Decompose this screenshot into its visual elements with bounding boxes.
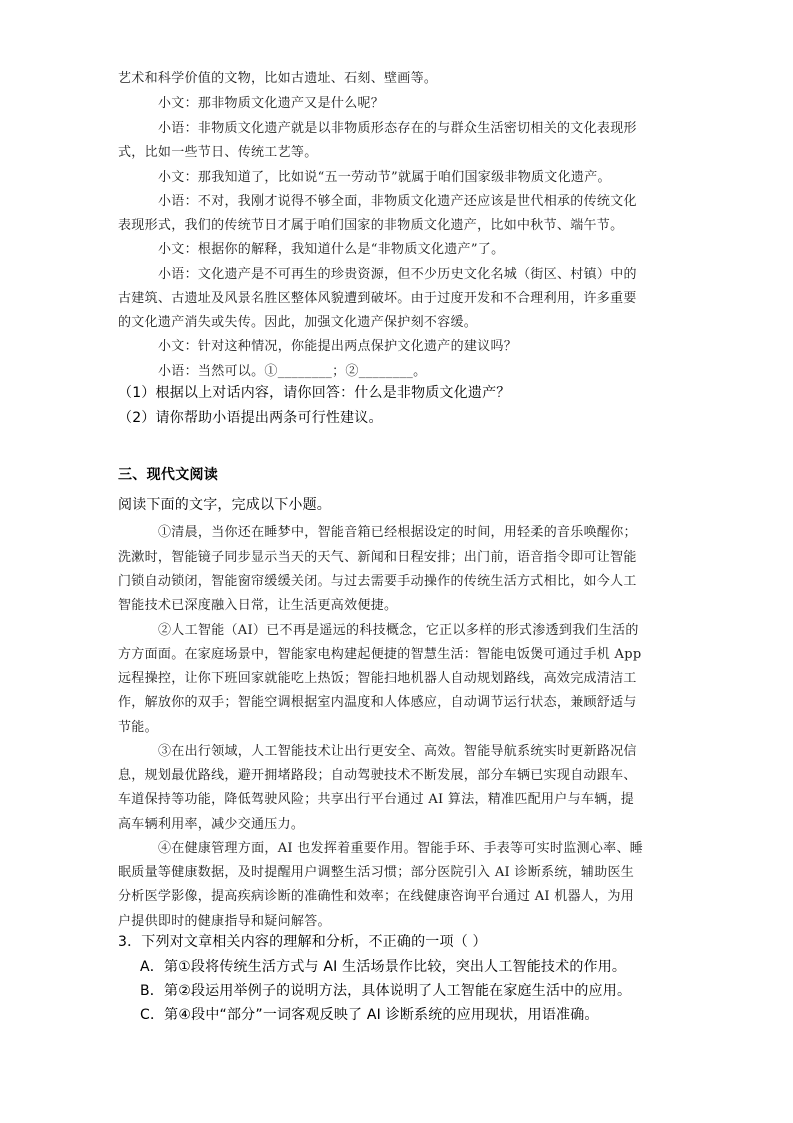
option-b: B．第②段运用举例子的说明方法，具体说明了人工智能在家庭生活中的应用。 <box>140 983 632 999</box>
question-2: （2）请你帮助小语提出两条可行性建议。 <box>118 410 383 426</box>
instruction: 阅读下面的文字，完成以下小题。 <box>118 497 331 513</box>
dialogue-line: 式，比如一些节日、传统工艺等。 <box>118 145 318 160</box>
dialogue-line: 小语：文化遗产是不可再生的珍贵资源，但不少历史文化名城（街区、村镇）中的 <box>158 267 637 282</box>
passage-line: 节能。 <box>118 720 158 735</box>
passage-line: 户提供即时的健康指导和疑问解答。 <box>118 914 331 929</box>
passage-line: 智能技术已深度融入日常，让生活更高效便捷。 <box>118 598 398 613</box>
question-1: （1）根据以上对话内容，请你回答：什么是非物质文化遗产？ <box>118 385 511 401</box>
dialogue-line: 小文：针对这种情况，你能提出两点保护文化遗产的建议吗？ <box>158 339 518 354</box>
dialogue-line: 小文：那我知道了，比如说“五一劳动节”就属于咱们国家级非物质文化遗产。 <box>158 170 611 185</box>
dialogue-line: 表现形式，我们的传统节日才属于咱们国家的非物质文化遗产，比如中秋节、端午节。 <box>118 218 624 233</box>
passage-line: 作，解放你的双手；智能空调根据室内温度和人体感应，自动调节运行状态，兼顾舒适与 <box>118 695 637 710</box>
passage-line: 息，规划最优路线，避开拥堵路段；自动驾驶技术不断发展，部分车辆已实现自动跟车、 <box>118 768 637 783</box>
dialogue-line: 小语：当然可以。①________；②________。 <box>158 364 427 379</box>
dialogue-line: 小语：非物质文化遗产就是以非物质形态存在的与群众生活密切相关的文化表现形 <box>158 121 637 136</box>
section-title: 三、现代文阅读 <box>118 467 219 483</box>
passage-line: ②人工智能（AI）已不再是遥远的科技概念，它正以多样的形式渗透到我们生活的 <box>158 623 639 638</box>
passage-line: 车道保持等功能，降低驾驶风险；共享出行平台通过 AI 算法，精准匹配用户与车辆，提 <box>118 792 635 807</box>
dialogue-line: 小语：不对，我刚才说得不够全面，非物质文化遗产还应该是世代相承的传统文化 <box>158 194 637 209</box>
passage-line: ③在出行领域，人工智能技术让出行更安全、高效。智能导航系统实时更新路况信 <box>158 744 637 759</box>
passage-line: 方方面面。在家庭场景中，智能家电构建起便捷的智慧生活：智能电饭煲可通过手机 App <box>118 647 642 662</box>
passage-line: 洗漱时，智能镜子同步显示当天的天气、新闻和日程安排；出门前，语音指令即可让智能 <box>118 550 637 565</box>
question-3-stem: 3．下列对文章相关内容的理解和分析，不正确的一项（ ） <box>118 934 487 950</box>
passage-line: 分析医学影像，提高疾病诊断的准确性和效率；在线健康咨询平台通过 AI 机器人，为用 <box>118 889 635 904</box>
dialogue-line: 小文：那非物质文化遗产又是什么呢？ <box>158 96 385 111</box>
option-a: A．第①段将传统生活方式与 AI 生活场景作比较，突出人工智能技术的作用。 <box>140 959 627 975</box>
passage-line: 门锁自动锁闭，智能窗帘缓缓关闭。与过去需要手动操作的传统生活方式相比，如今人工 <box>118 574 637 589</box>
dialogue-line: 艺术和科学价值的文物，比如古遗址、石刻、壁画等。 <box>118 71 438 86</box>
passage-line: 眠质量等健康数据，及时提醒用户调整生活习惯；部分医院引入 AI 诊断系统，辅助医生 <box>118 865 635 880</box>
dialogue-line: 古建筑、古遗址及风景名胜区整体风貌遭到破坏。由于过度开发和不合理利用，许多重要 <box>118 291 637 306</box>
dialogue-line: 的文化遗产消失或失传。因此，加强文化遗产保护刻不容缓。 <box>118 315 478 330</box>
passage-line: ④在健康管理方面，AI 也发挥着重要作用。智能手环、手表等可实时监测心率、睡 <box>158 841 644 856</box>
option-c: C．第④段中“部分”一词客观反映了 AI 诊断系统的应用现状，用语准确。 <box>140 1007 599 1023</box>
passage-line: ①清晨，当你还在睡梦中，智能音箱已经根据设定的时间，用轻柔的音乐唤醒你； <box>158 525 637 540</box>
dialogue-line: 小文：根据你的解释，我知道什么是“非物质文化遗产”了。 <box>158 242 505 257</box>
passage-line: 远程操控，让你下班回家就能吃上热饭；智能扫地机器人自动规划路线，高效完成清洁工 <box>118 671 637 686</box>
passage-line: 高车辆利用率，减少交通压力。 <box>118 817 305 832</box>
